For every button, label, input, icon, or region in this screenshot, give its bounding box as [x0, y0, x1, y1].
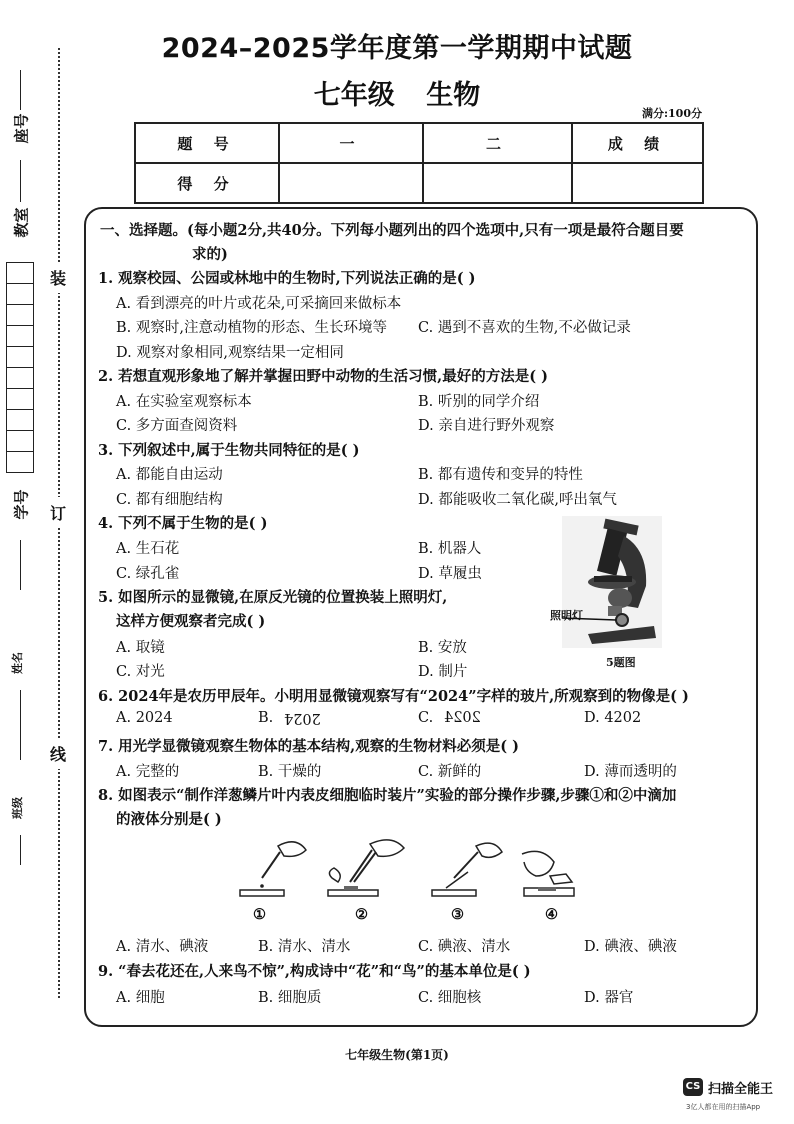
- q1-option-c[interactable]: C. 遇到不喜欢的生物,不必做记录: [418, 320, 631, 336]
- q9-option-a[interactable]: A. 细胞: [116, 990, 165, 1006]
- q4-option-c[interactable]: C. 绿孔雀: [116, 566, 180, 582]
- q9-option-d[interactable]: D. 器官: [584, 990, 634, 1006]
- binding-char-xian: 线: [50, 738, 66, 769]
- score-cell: 题 号: [135, 123, 279, 163]
- score-cell: 成 绩: [572, 123, 703, 163]
- step-2-label: ②: [355, 906, 368, 923]
- q5-option-c[interactable]: C. 对光: [116, 664, 165, 680]
- q4-option-a[interactable]: A. 生石花: [116, 541, 180, 557]
- q9-option-c[interactable]: C. 细胞核: [418, 990, 482, 1006]
- q1-option-b[interactable]: B. 观察时,注意动植物的形态、生长环境等: [116, 320, 387, 336]
- step-3-illustration: [432, 843, 502, 896]
- student-id-label: 学号: [12, 489, 31, 520]
- binding-char-zhuang: 装: [50, 262, 66, 293]
- question-5-stem: 5. 如图所示的显微镜,在原反光镜的位置换装上照明灯,: [98, 589, 448, 606]
- q2-option-d[interactable]: D. 亲自进行野外观察: [418, 418, 555, 434]
- camscanner-name: 扫描全能王: [708, 1082, 774, 1097]
- section1-heading: 一、选择题。(每小题2分,共40分。下列每小题列出的四个选项中,只有一项是最符合题目要: [100, 222, 684, 239]
- q6-option-c-image: 2024: [443, 710, 481, 726]
- q8-option-c[interactable]: C. 碘液、清水: [418, 939, 511, 955]
- q7-option-d[interactable]: D. 薄而透明的: [584, 764, 677, 780]
- q6-option-d[interactable]: D. 4202: [584, 710, 642, 726]
- score-input-cell[interactable]: [279, 163, 423, 203]
- q6-option-b-label: B.: [258, 710, 274, 726]
- classroom-label: 教室: [12, 207, 31, 238]
- question-3-stem: 3. 下列叙述中,属于生物共同特征的是( ): [98, 442, 360, 459]
- q7-option-b[interactable]: B. 干燥的: [258, 764, 322, 780]
- q5-option-a[interactable]: A. 取镜: [116, 640, 165, 656]
- student-id-line: [20, 540, 21, 590]
- step-4-illustration: [522, 851, 574, 896]
- q8-option-b[interactable]: B. 清水、清水: [258, 939, 351, 955]
- step-1-label: ①: [253, 906, 266, 923]
- q6-option-b[interactable]: [258, 710, 321, 726]
- classroom-line: [20, 160, 21, 202]
- full-mark: 满分:100分: [641, 107, 702, 120]
- subject-text: 生物: [426, 80, 481, 111]
- q3-option-d[interactable]: D. 都能吸收二氧化碳,呼出氧气: [418, 492, 617, 508]
- question-6-stem: 6. 2024年是农历甲辰年。小明用显微镜观察写有“2024”字样的玻片,所观察到的物像是( ): [98, 688, 689, 705]
- q9-option-b[interactable]: B. 细胞质: [258, 990, 322, 1006]
- q5-option-d[interactable]: D. 制片: [418, 664, 468, 680]
- binding-char-ding: 订: [50, 497, 66, 528]
- q8-option-d[interactable]: D. 碘液、碘液: [584, 939, 677, 955]
- question-8-stem-cont: 的液体分别是( ): [116, 811, 222, 828]
- camscanner-tagline: 3亿人都在用的扫描App: [686, 1103, 761, 1111]
- q2-option-c[interactable]: C. 多方面查阅资料: [116, 418, 238, 434]
- question-7-stem: 7. 用光学显微镜观察生物体的基本结构,观察的生物材料必须是( ): [98, 738, 520, 755]
- section1-heading-cont: 求的): [192, 246, 228, 263]
- score-cell: 二: [423, 123, 572, 163]
- seat-number-label: 座号: [12, 113, 31, 144]
- question-5-stem-cont: 这样方便观察者完成( ): [116, 613, 266, 630]
- microscope-figure: [562, 516, 662, 648]
- exam-title: 2024–2025学年度第一学期期中试题: [161, 33, 633, 64]
- question-2-stem: 2. 若想直观形象地了解并掌握田野中动物的生活习惯,最好的方法是( ): [98, 368, 549, 385]
- q1-option-a[interactable]: A. 看到漂亮的叶片或花朵,可采摘回来做标本: [116, 296, 402, 312]
- q6-option-c-label: C.: [418, 710, 434, 726]
- step-2-illustration: [328, 840, 404, 896]
- q3-option-b[interactable]: B. 都有遗传和变异的特性: [418, 467, 583, 483]
- question-1-stem: 1. 观察校园、公园或林地中的生物时,下列说法正确的是( ): [98, 270, 476, 287]
- class-label: 班级: [11, 797, 24, 819]
- q3-option-a[interactable]: A. 都能自由运动: [116, 467, 223, 483]
- lamp-label: 照明灯: [550, 609, 583, 622]
- q6-option-a[interactable]: A. 2024: [116, 710, 173, 726]
- score-table: [134, 122, 704, 204]
- q4-option-d[interactable]: D. 草履虫: [418, 566, 482, 582]
- name-label: 姓名: [11, 652, 24, 674]
- score-cell: 得 分: [135, 163, 279, 203]
- page-footer: 七年级生物(第1页): [345, 1048, 449, 1062]
- score-table-score-row: [135, 163, 703, 203]
- name-line: [20, 690, 21, 760]
- score-table-header-row: [135, 123, 703, 163]
- score-input-cell[interactable]: [423, 163, 572, 203]
- q1-option-d[interactable]: D. 观察对象相同,观察结果一定相同: [116, 345, 344, 361]
- score-input-cell[interactable]: [572, 163, 703, 203]
- class-line: [20, 835, 21, 865]
- question-9-stem: 9. “春去花还在,人来鸟不惊”,构成诗中“花”和“鸟”的基本单位是( ): [98, 963, 531, 980]
- grade-text: 七年级: [313, 80, 395, 111]
- q2-option-b[interactable]: B. 听别的同学介绍: [418, 394, 540, 410]
- q7-option-c[interactable]: C. 新鲜的: [418, 764, 482, 780]
- q5-option-b[interactable]: B. 安放: [418, 640, 467, 656]
- step-4-label: ④: [545, 906, 558, 923]
- q4-option-b[interactable]: B. 机器人: [418, 541, 482, 557]
- question-4-stem: 4. 下列不属于生物的是( ): [98, 515, 268, 532]
- step-3-label: ③: [451, 906, 464, 923]
- step-1-illustration: [240, 842, 306, 896]
- question-8-stem: 8. 如图表示“制作洋葱鳞片叶内表皮细胞临时装片”实验的部分操作步骤,步骤①和②中滴加: [98, 787, 677, 804]
- q2-option-a[interactable]: A. 在实验室观察标本: [116, 394, 252, 410]
- figure5-caption: 5题图: [606, 656, 636, 669]
- q6-option-b-image: 2024: [283, 710, 321, 726]
- camscanner-logo-icon: CS: [683, 1078, 703, 1096]
- score-cell: 一: [279, 123, 423, 163]
- q7-option-a[interactable]: A. 完整的: [116, 764, 180, 780]
- q6-option-c[interactable]: [418, 710, 481, 726]
- slide-preparation-figure: [232, 832, 602, 910]
- q8-option-a[interactable]: A. 清水、碘液: [116, 939, 209, 955]
- student-id-boxes: [6, 262, 34, 473]
- q3-option-c[interactable]: C. 都有细胞结构: [116, 492, 223, 508]
